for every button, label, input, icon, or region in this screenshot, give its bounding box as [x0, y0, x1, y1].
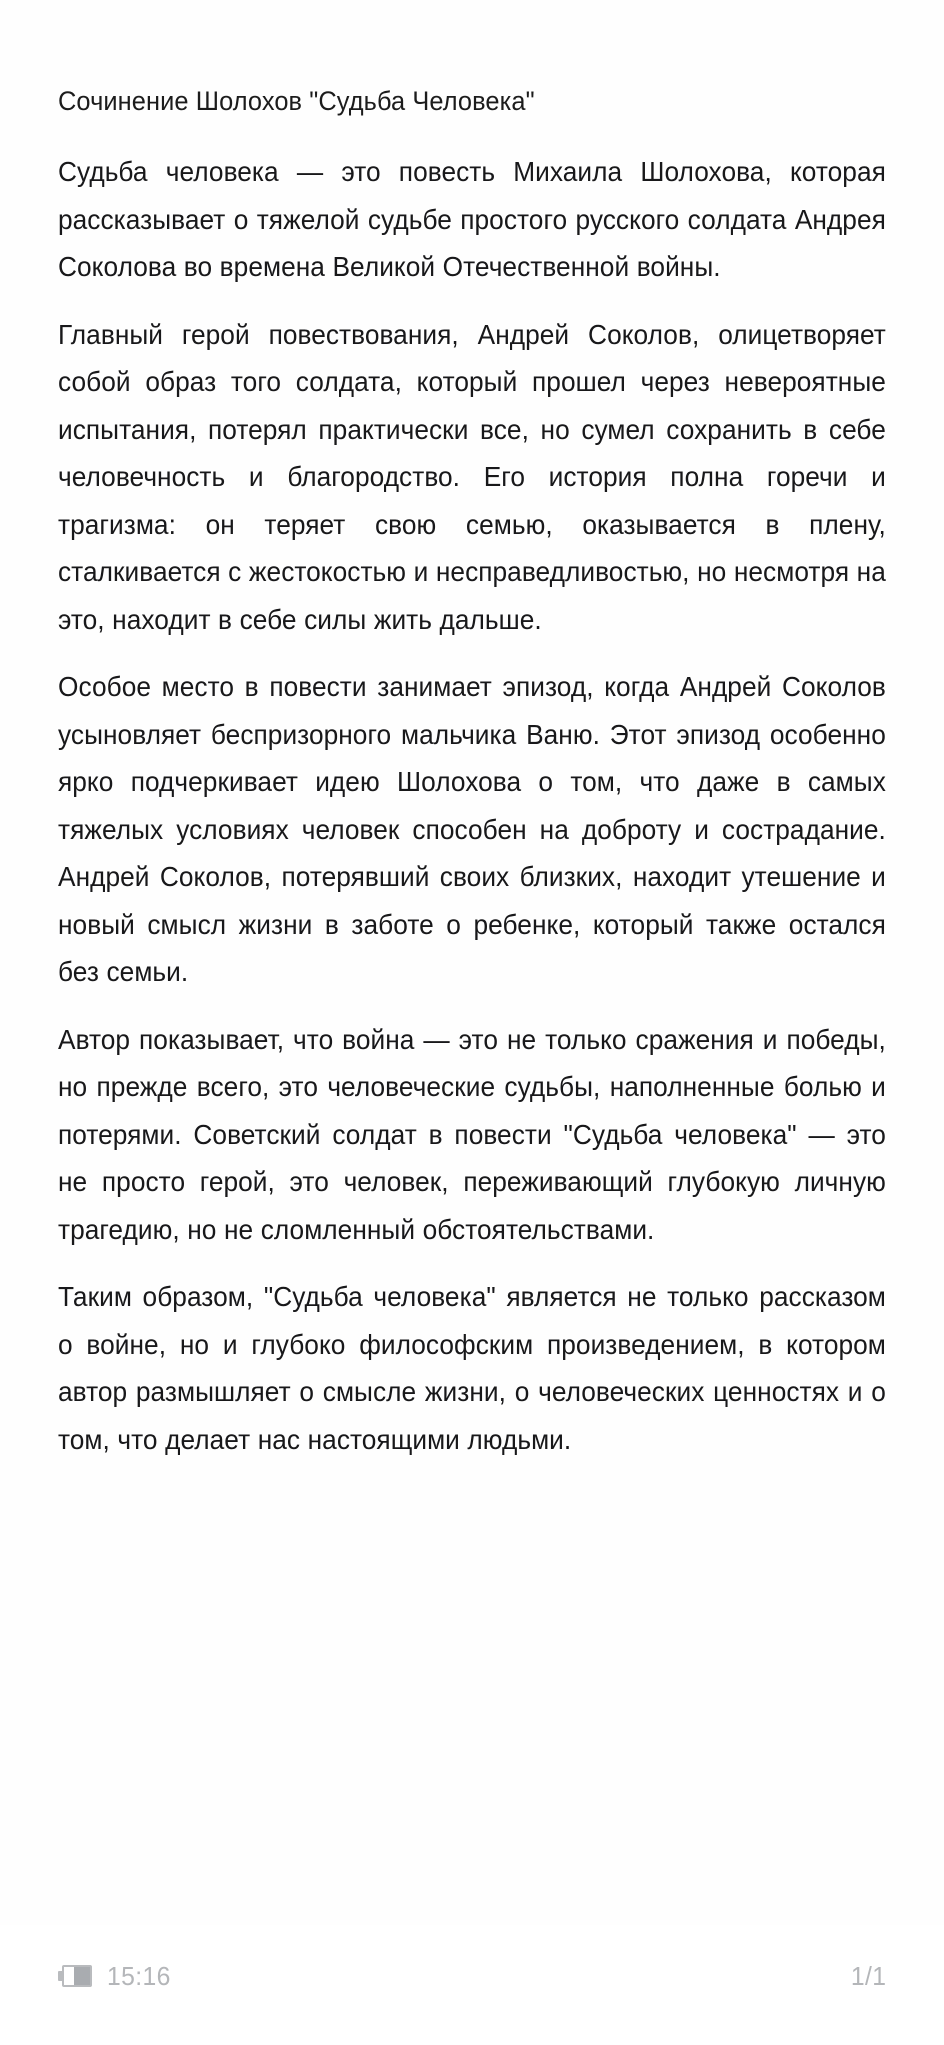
battery-fill [74, 1967, 90, 1985]
battery-icon [58, 1965, 92, 1987]
document-paragraph: Таким образом, "Судьба человека" является не только рассказом о войне, но и глубоко философским произведением, в котором автор размышляет о смысле жизни, о человеческих ценностях и о том, что делает нас настоящими людьми. [58, 1281, 886, 1455]
document-paragraph: Судьба человека — это повесть Михаила Шолохова, которая рассказывает о тяжелой судьбе простого русского солдата Андрея Соколова во времена Великой Отечественной войны. [58, 156, 886, 283]
status-bar-left-group [58, 1961, 174, 1992]
document-paragraph: Главный герой повествования, Андрей Соколов, олицетворяет собой образ того солдата, который прошел через невероятные испытания, потерял практически все, но сумел сохранить в себе человечность и благородство. Его история полна горечи и трагизма: он теряет свою семью, оказывается в плену, сталкивается с жестокостью и несправедливостью, но несмотря на это, находит в себе силы жить дальше. [58, 318, 886, 635]
document-paragraph: Особое место в повести занимает эпизод, когда Андрей Соколов усыновляет беспризорного мальчика Ваню. Этот эпизод особенно ярко подчеркивает идею Шолохова о том, что даже в самых тяжелых условиях человек способен на доброту и сострадание. Андрей Соколов, потерявший своих близких, находит утешение и новый смысл жизни в заботе о ребенке, который также остался без семьи. [58, 671, 886, 988]
page-indicator: 1/1 [850, 1960, 886, 1991]
document-paragraph: Автор показывает, что война — это не только сражения и победы, но прежде всего, это человеческие судьбы, наполненные болью и потерями. Советский солдат в повести "Судьба человека" — это не просто герой, это человек, переживающий глубокую личную трагедию, но не сломленный обстоятельствами. [58, 1023, 886, 1245]
reader-status-bar [0, 1925, 944, 2045]
status-clock: 15:16 [107, 1960, 171, 1991]
document-title: Сочинение Шолохов "Судьба Человека" [58, 86, 535, 116]
